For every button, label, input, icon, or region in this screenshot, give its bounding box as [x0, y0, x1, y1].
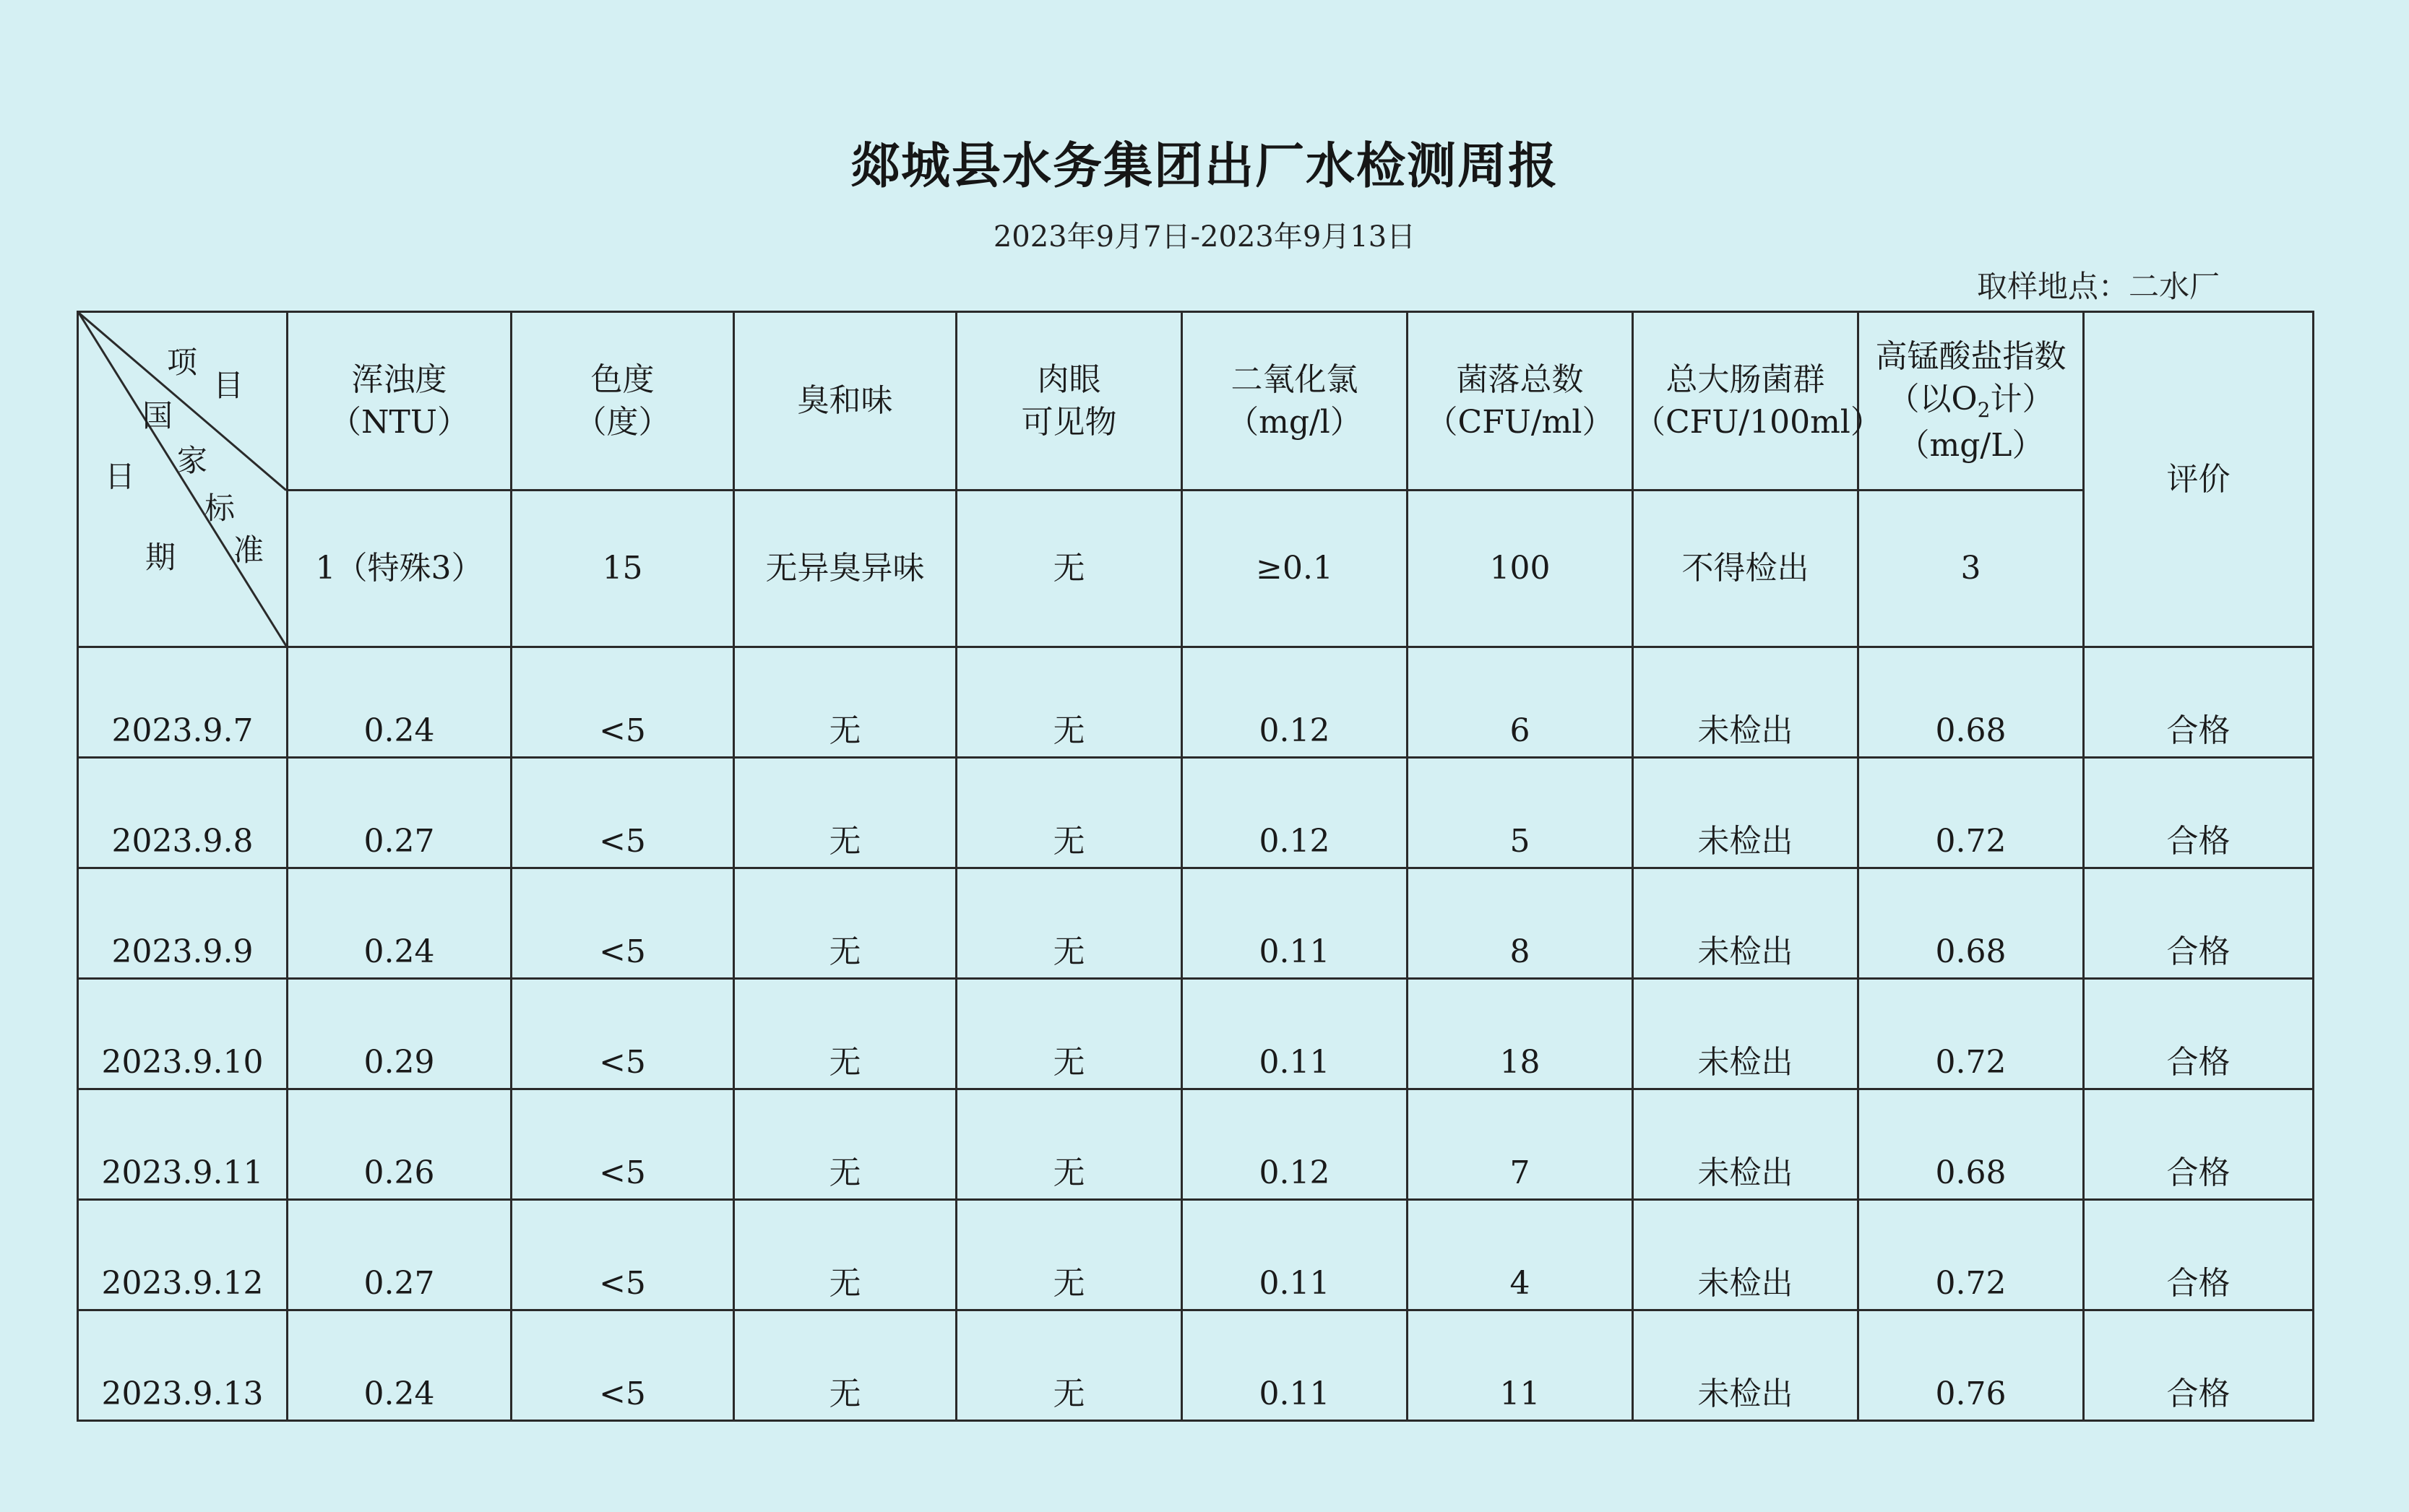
header-permanganate-index-name: 高锰酸盐指数 — [1875, 337, 2067, 375]
row-colony-count: 11 — [1408, 1310, 1633, 1421]
standard-odor-taste: 无异臭异味 — [734, 491, 957, 647]
standard-color: 15 — [512, 491, 734, 647]
row-permanganate-index: 0.72 — [1858, 979, 2084, 1089]
row-odor-taste: 无 — [734, 1310, 957, 1421]
water-quality-table — [77, 311, 2314, 1422]
row-permanganate-index: 0.68 — [1858, 868, 2084, 979]
row-total-coliform: 未检出 — [1633, 758, 1858, 868]
header-color-unit: （度） — [574, 404, 671, 441]
row-odor-taste: 无 — [734, 1200, 957, 1310]
row-permanganate-index: 0.68 — [1858, 647, 2084, 758]
row-colony-count: 8 — [1408, 868, 1633, 979]
row-color: <5 — [512, 1200, 734, 1310]
sampling-location-label: 取样地点： — [1976, 269, 2129, 304]
row-visible-matter: 无 — [957, 979, 1182, 1089]
row-colony-count: 4 — [1408, 1200, 1633, 1310]
header-colony-count-name: 菌落总数 — [1456, 360, 1584, 398]
standard-row — [78, 491, 2314, 647]
standard-colony-count: 100 — [1408, 491, 1633, 647]
row-total-coliform: 未检出 — [1633, 1089, 1858, 1200]
header-visible-matter-name: 肉眼 — [1037, 360, 1101, 398]
header-color-name: 色度 — [590, 360, 655, 398]
row-colony-count: 5 — [1408, 758, 1633, 868]
row-evaluation: 合格 — [2084, 979, 2314, 1089]
unit-subscript: 2 — [1977, 398, 1991, 422]
standard-chlorine-dioxide: ≥0.1 — [1182, 491, 1408, 647]
corner-header-cell — [78, 312, 288, 647]
row-total-coliform: 未检出 — [1633, 979, 1858, 1089]
unit-prefix: （以O — [1887, 381, 1978, 418]
row-total-coliform: 未检出 — [1633, 1310, 1858, 1421]
row-evaluation: 合格 — [2084, 647, 2314, 758]
row-date: 2023.9.7 — [78, 647, 288, 758]
row-visible-matter: 无 — [957, 868, 1182, 979]
header-permanganate-index-unit2: （mg/L） — [1897, 426, 2044, 464]
sampling-location — [1977, 263, 2220, 306]
header-odor-taste — [734, 312, 957, 491]
header-chlorine-dioxide — [1182, 312, 1408, 491]
row-turbidity: 0.24 — [288, 1310, 512, 1421]
table-row — [78, 1089, 2314, 1200]
row-chlorine-dioxide: 0.11 — [1182, 979, 1408, 1089]
row-date: 2023.9.13 — [78, 1310, 288, 1421]
row-colony-count: 6 — [1408, 647, 1633, 758]
report-date-range: 2023年9月7日-2023年9月13日 — [993, 220, 1416, 254]
unit-suffix: 计） — [1990, 381, 2054, 418]
row-turbidity: 0.27 — [288, 1200, 512, 1310]
row-color: <5 — [512, 647, 734, 758]
row-chlorine-dioxide: 0.12 — [1182, 1089, 1408, 1200]
row-turbidity: 0.24 — [288, 647, 512, 758]
row-odor-taste: 无 — [734, 758, 957, 868]
row-color: <5 — [512, 979, 734, 1089]
row-color: <5 — [512, 1310, 734, 1421]
header-turbidity — [288, 312, 512, 491]
row-permanganate-index: 0.72 — [1858, 1200, 2084, 1310]
header-permanganate-index-unit — [1859, 378, 2082, 424]
row-permanganate-index: 0.68 — [1858, 1089, 2084, 1200]
standard-turbidity: 1（特殊3） — [288, 491, 512, 647]
row-evaluation: 合格 — [2084, 1200, 2314, 1310]
row-turbidity: 0.26 — [288, 1089, 512, 1200]
row-chlorine-dioxide: 0.12 — [1182, 758, 1408, 868]
table-row — [78, 1200, 2314, 1310]
row-date: 2023.9.8 — [78, 758, 288, 868]
header-odor-taste-name: 臭和味 — [797, 382, 893, 420]
row-permanganate-index: 0.72 — [1858, 758, 2084, 868]
corner-standard-char-4: 准 — [233, 532, 264, 568]
row-chlorine-dioxide: 0.11 — [1182, 1200, 1408, 1310]
row-date: 2023.9.10 — [78, 979, 288, 1089]
header-total-coliform-unit: （CFU/100ml） — [1634, 404, 1882, 441]
row-turbidity: 0.27 — [288, 758, 512, 868]
row-visible-matter: 无 — [957, 1089, 1182, 1200]
standard-total-coliform: 不得检出 — [1633, 491, 1858, 647]
header-colony-count-unit: （CFU/ml） — [1426, 404, 1614, 441]
header-turbidity-name: 浑浊度 — [351, 360, 447, 398]
standard-visible-matter: 无 — [957, 491, 1182, 647]
row-colony-count: 18 — [1408, 979, 1633, 1089]
corner-date-char-2: 期 — [145, 540, 176, 575]
corner-item-char-2: 目 — [213, 368, 244, 403]
row-odor-taste: 无 — [734, 868, 957, 979]
header-colony-count — [1408, 312, 1633, 491]
table-row — [78, 868, 2314, 979]
row-color: <5 — [512, 1089, 734, 1200]
row-date: 2023.9.12 — [78, 1200, 288, 1310]
row-colony-count: 7 — [1408, 1089, 1633, 1200]
header-permanganate-index — [1858, 312, 2084, 491]
header-turbidity-unit: （NTU） — [329, 404, 469, 441]
row-chlorine-dioxide: 0.11 — [1182, 868, 1408, 979]
row-total-coliform: 未检出 — [1633, 1200, 1858, 1310]
header-visible-matter — [957, 312, 1182, 491]
table-row — [78, 1310, 2314, 1421]
row-color: <5 — [512, 758, 734, 868]
header-evaluation: 评价 — [2084, 312, 2314, 647]
row-total-coliform: 未检出 — [1633, 868, 1858, 979]
header-color — [512, 312, 734, 491]
row-odor-taste: 无 — [734, 647, 957, 758]
row-evaluation: 合格 — [2084, 1310, 2314, 1421]
row-turbidity: 0.24 — [288, 868, 512, 979]
row-turbidity: 0.29 — [288, 979, 512, 1089]
corner-standard-char-2: 家 — [177, 443, 208, 478]
header-total-coliform-name: 总大肠菌群 — [1665, 360, 1825, 398]
header-row — [78, 312, 2314, 491]
table-row — [78, 758, 2314, 868]
corner-standard-char-1: 国 — [142, 398, 173, 433]
row-visible-matter: 无 — [957, 1310, 1182, 1421]
table-row — [78, 647, 2314, 758]
header-chlorine-dioxide-unit: （mg/l） — [1227, 404, 1362, 441]
sampling-location-value: 二水厂 — [2128, 269, 2220, 304]
row-visible-matter: 无 — [957, 1200, 1182, 1310]
corner-item-char-1: 项 — [167, 345, 198, 380]
row-color: <5 — [512, 868, 734, 979]
row-chlorine-dioxide: 0.11 — [1182, 1310, 1408, 1421]
header-total-coliform — [1633, 312, 1882, 491]
row-evaluation: 合格 — [2084, 868, 2314, 979]
row-evaluation: 合格 — [2084, 1089, 2314, 1200]
row-visible-matter: 无 — [957, 647, 1182, 758]
header-visible-matter-unit: 可见物 — [1021, 404, 1117, 441]
row-permanganate-index: 0.76 — [1858, 1310, 2084, 1421]
standard-permanganate-index: 3 — [1858, 491, 2084, 647]
row-odor-taste: 无 — [734, 1089, 957, 1200]
corner-standard-char-3: 标 — [204, 491, 236, 526]
row-chlorine-dioxide: 0.12 — [1182, 647, 1408, 758]
report-title: 郯城县水务集团出厂水检测周报 — [850, 138, 1559, 195]
row-visible-matter: 无 — [957, 758, 1182, 868]
row-date: 2023.9.11 — [78, 1089, 288, 1200]
table-row — [78, 979, 2314, 1089]
row-odor-taste: 无 — [734, 979, 957, 1089]
corner-date-char-1: 日 — [105, 459, 136, 494]
row-date: 2023.9.9 — [78, 868, 288, 979]
row-evaluation: 合格 — [2084, 758, 2314, 868]
header-chlorine-dioxide-name: 二氧化氯 — [1231, 360, 1358, 398]
row-total-coliform: 未检出 — [1633, 647, 1858, 758]
